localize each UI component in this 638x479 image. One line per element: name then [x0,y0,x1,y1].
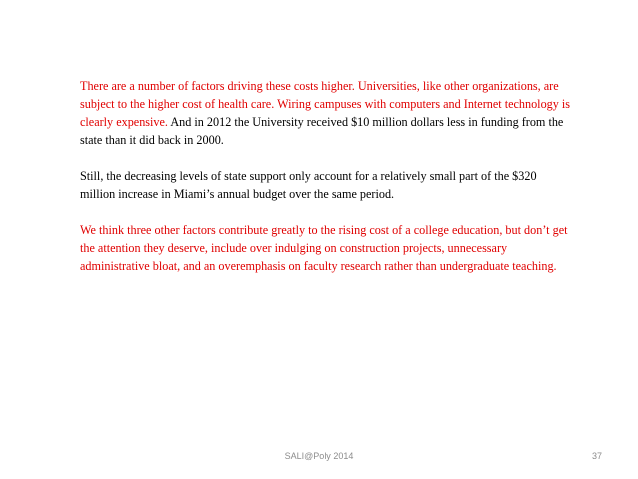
paragraph-three-factors: We think three other factors contribute greatly to the rising cost of a college education, but don’t get the attention they deserve, include over indulging on construction projects, unnecessary administrative bloat, and an overemphasis on faculty research rather than undergraduate teaching. [80,223,568,273]
paragraph-state-support: Still, the decreasing levels of state support only account for a relatively small part of the $320 million increase in Miami’s annual budget over the same period. [80,169,537,201]
page-number: 37 [591,451,602,461]
cost-factors-highlight: There are a number of factors driving these costs higher. Universities, like other organizations, are subject to the higher cost of health care. Wiring campuses with computers and Internet technology is clearly expensive. [80,79,571,129]
state-funding-text: And in 2012 the University received $10 million dollars less in funding from the state than it did back in 2000. [80,115,564,147]
paragraph-cost-factors [80,77,572,149]
slide-body [80,77,572,275]
footer-label: SALI@Poly 2014 [284,451,354,461]
